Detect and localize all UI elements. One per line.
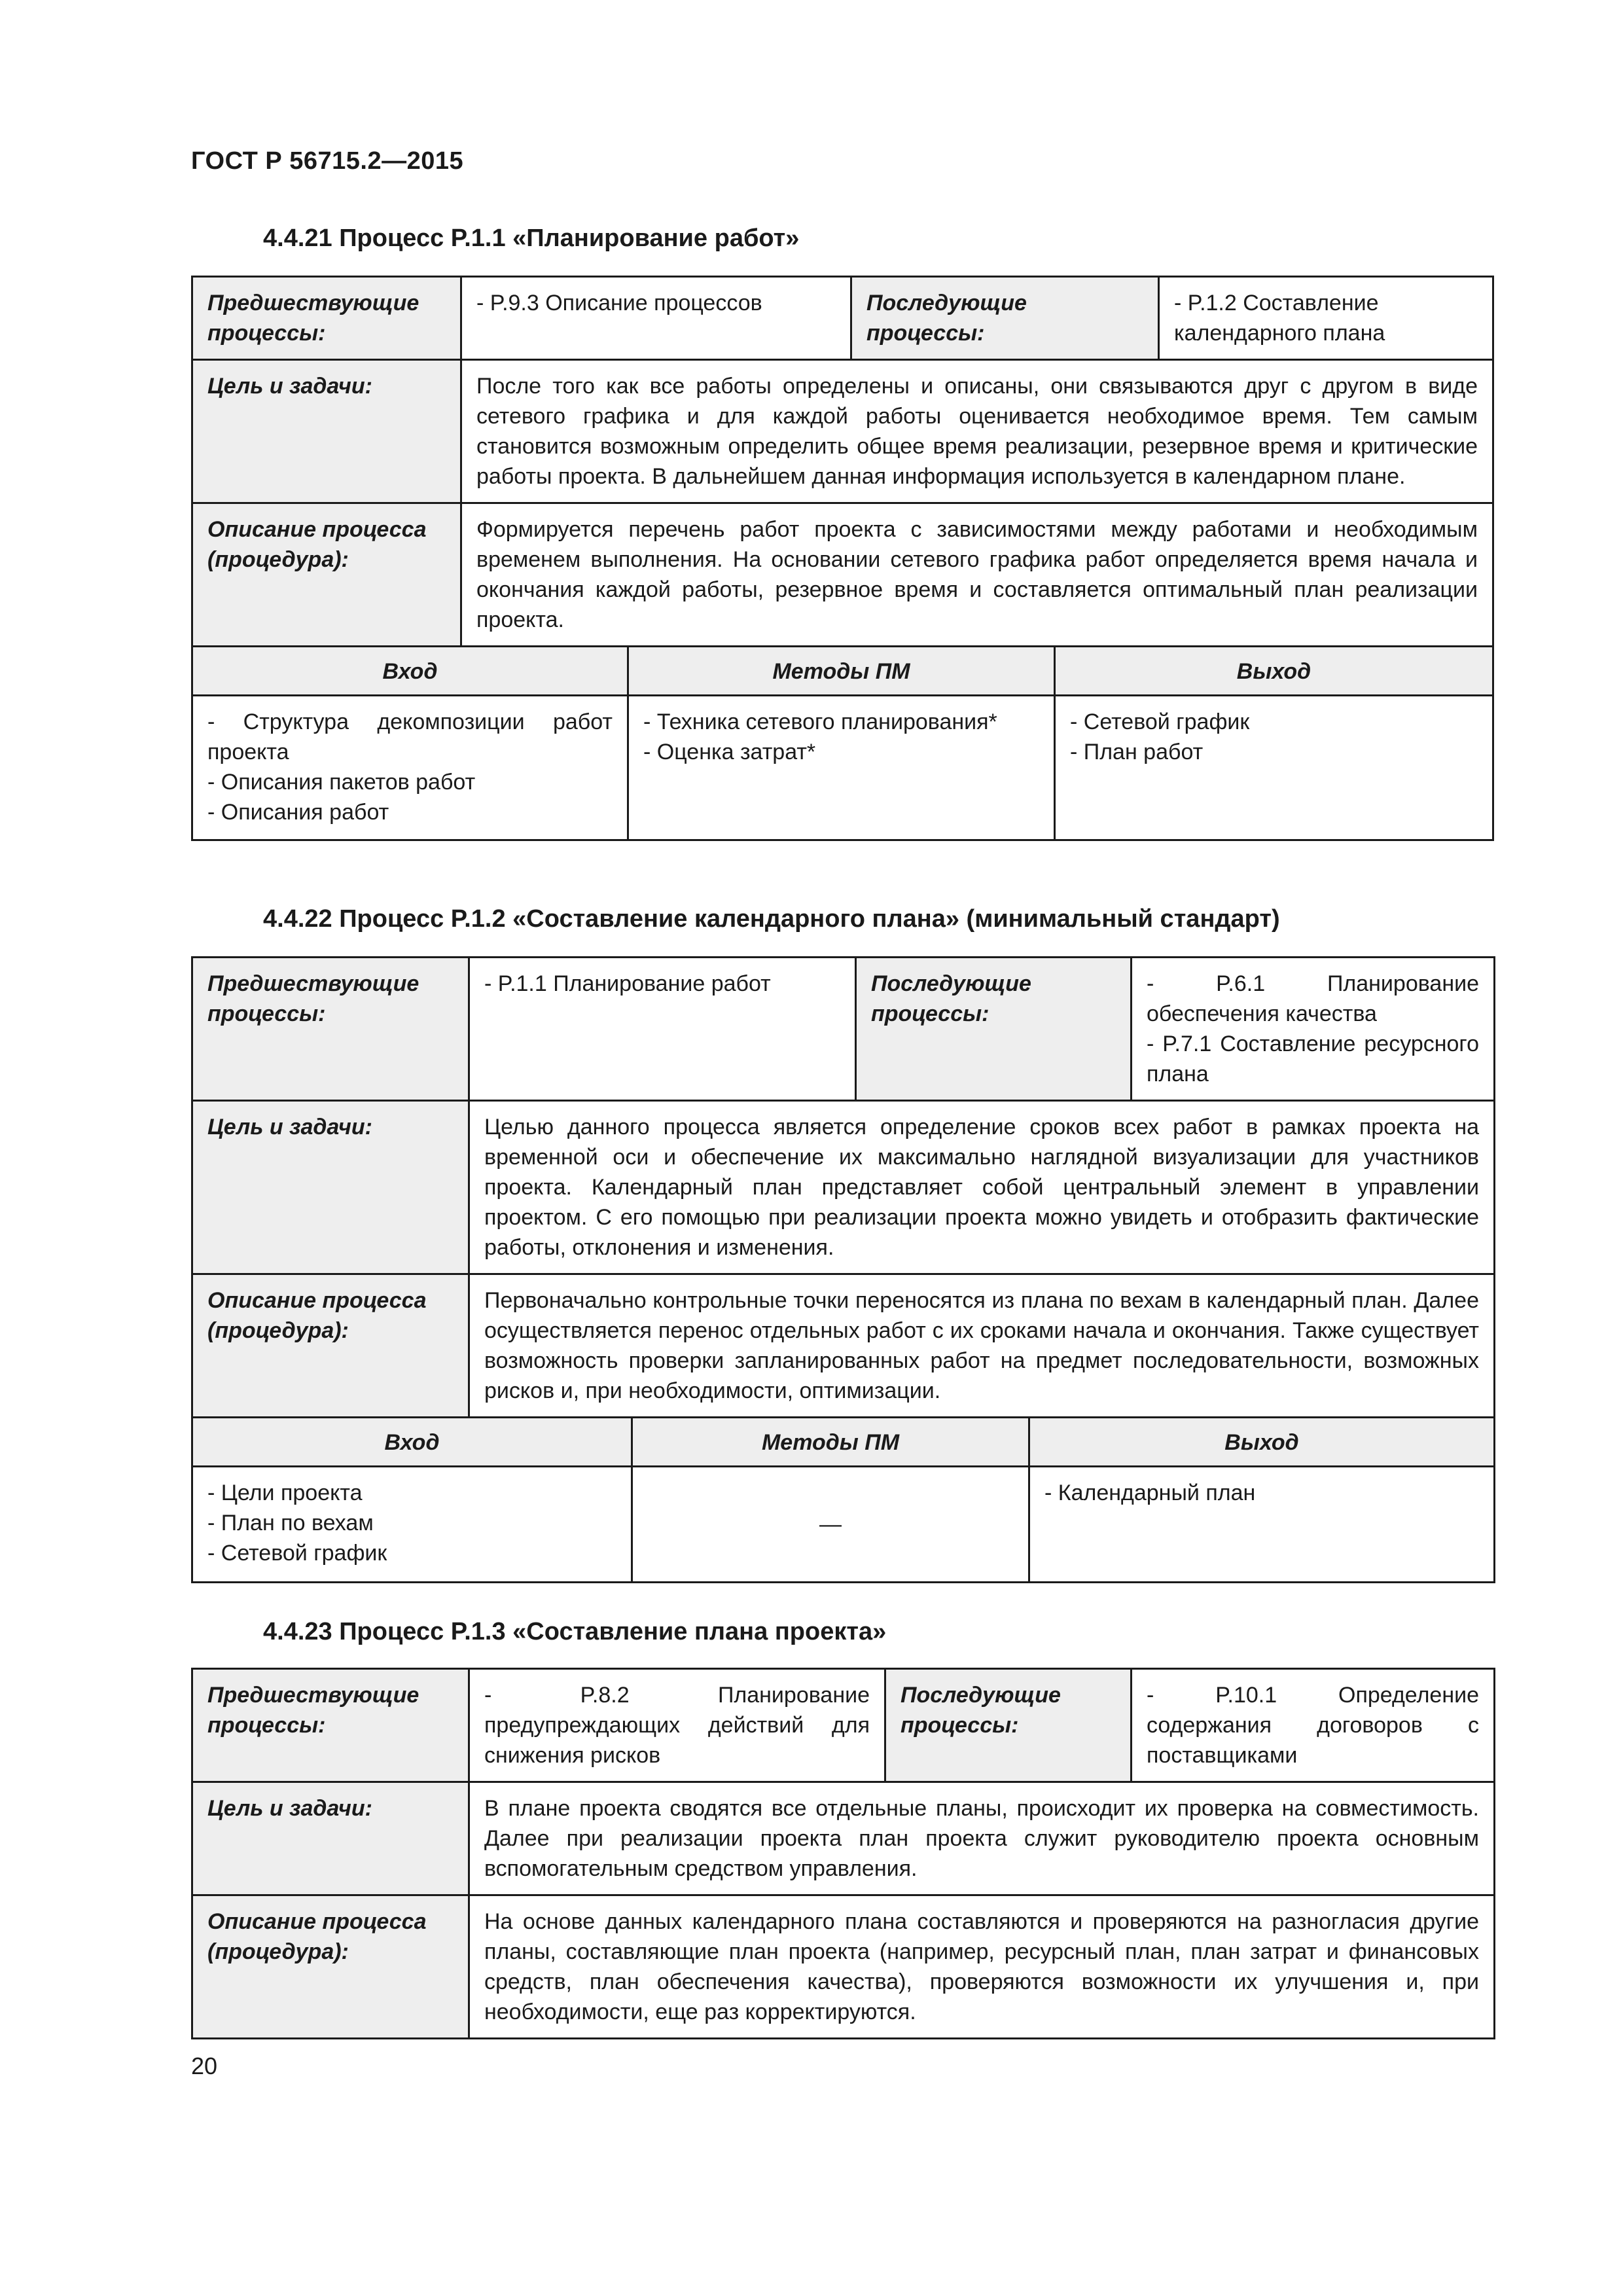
io-table (191, 645, 1494, 841)
process-card-top (191, 1668, 1495, 2039)
methods-cell (628, 696, 1055, 840)
output-header: Выход (1055, 647, 1493, 696)
table-row (192, 647, 1493, 696)
predecessors-value: - P.9.3 Описание процессов (461, 277, 851, 360)
input-item: - Описания пакетов работ (207, 770, 476, 795)
methods-header: Методы ПМ (632, 1418, 1029, 1467)
input-item: - План по вехам (207, 1511, 374, 1535)
table-row (192, 696, 1493, 840)
table-row (192, 1782, 1495, 1895)
predecessors-value: - P.1.1 Планирование работ (469, 958, 856, 1101)
goal-text: В плане проекта сводятся все отдельные планы, происходит их проверка на совместимость. Далее при реализации проекта план проекта служит руководителю проекта основным вспомогательным средством управления. (469, 1782, 1495, 1895)
description-label: Описание процесса (процедура): (192, 1895, 469, 2039)
successor-item: - P.6.1 Планирование обеспечения качества (1147, 971, 1479, 1026)
process-card-top (191, 956, 1495, 1418)
successor-item: - P.7.1 Составление ресурсного плана (1147, 1031, 1479, 1086)
document-code-header: ГОСТ Р 56715.2—2015 (191, 147, 464, 175)
process-card-top (191, 276, 1494, 647)
page-number: 20 (191, 2053, 218, 2079)
table-row (192, 1895, 1495, 2039)
description-text: Первоначально контрольные точки переносятся из плана по вехам в календарный план. Далее осуществляется перенос отдельных работ с их сроками начала и окончания. Также существует возможность проверки запланированных работ на предмет последовательности, возможных рисков и, при необходимости, оптимизации. (469, 1274, 1495, 1418)
input-item: - Описания работ (207, 800, 389, 825)
output-item: - План работ (1070, 740, 1204, 764)
output-item: - Сетевой график (1070, 709, 1250, 734)
table-row (192, 958, 1495, 1101)
predecessors-label: Предшествующие процессы: (192, 1669, 469, 1782)
description-label: Описание процесса (процедура): (192, 503, 461, 647)
table-row (192, 503, 1493, 647)
input-item: - Цели проекта (207, 1480, 363, 1505)
description-text: На основе данных календарного плана составляются и проверяются на разногласия другие планы, составляющие план проекта (например, ресурсный план, план затрат и финансовых средств, план обеспечения качества), проверяются возможности их улучшения и, при необходимости, еще раз корректируются. (469, 1895, 1495, 2039)
table-row (192, 1274, 1495, 1418)
input-header: Вход (192, 647, 628, 696)
goal-text: После того как все работы определены и описаны, они связываются друг с другом в виде сетевого графика и для каждой работы оценивается необходимое время. Тем самым становится возможным определить общее время реализации, резервное время и критические работы проекта. В дальнейшем данная информация используется в календарном плане. (461, 360, 1493, 503)
goal-label: Цель и задачи: (192, 360, 461, 503)
input-header: Вход (192, 1418, 632, 1467)
output-item: - Календарный план (1044, 1480, 1256, 1505)
successors-value: - P.10.1 Определение содержания договоров с поставщиками (1132, 1669, 1495, 1782)
inputs-cell (192, 696, 628, 840)
table-row (192, 360, 1493, 503)
method-item: - Техника сетевого планирования* (643, 709, 997, 734)
output-header: Выход (1029, 1418, 1495, 1467)
input-item: - Структура декомпозиции работ проекта (207, 709, 613, 764)
description-text: Формируется перечень работ проекта с зависимостями между работами и необходимым временем выполнения. На основании сетевого графика работ определяется время начала и окончания каждой работы, резервное время и составляется оптимальный план реализации проекта. (461, 503, 1493, 647)
predecessors-label: Предшествующие процессы: (192, 958, 469, 1101)
goal-label: Цель и задачи: (192, 1101, 469, 1274)
goal-label: Цель и задачи: (192, 1782, 469, 1895)
table-row (192, 1467, 1495, 1583)
successors-value: - P.1.2 Составление календарного плана (1159, 277, 1493, 360)
input-item: - Сетевой график (207, 1541, 387, 1566)
successors-value (1132, 958, 1495, 1101)
description-label: Описание процесса (процедура): (192, 1274, 469, 1418)
predecessors-value: - P.8.2 Планирование предупреждающих действий для снижения рисков (469, 1669, 885, 1782)
outputs-cell (1055, 696, 1493, 840)
io-table (191, 1416, 1495, 1583)
inputs-cell (192, 1467, 632, 1583)
methods-cell: — (632, 1467, 1029, 1583)
successors-label: Последующие процессы: (856, 958, 1132, 1101)
table-row (192, 1669, 1495, 1782)
process-table-p-1-3 (191, 1668, 1493, 2039)
table-row (192, 1418, 1495, 1467)
process-table-p-1-1 (191, 276, 1492, 841)
process-table-p-1-2 (191, 956, 1493, 1583)
predecessors-label: Предшествующие процессы: (192, 277, 461, 360)
section-title-4-4-23: 4.4.23 Процесс P.1.3 «Составление плана проекта» (263, 1618, 887, 1645)
section-title-4-4-22: 4.4.22 Процесс P.1.2 «Составление календарного плана» (минимальный стандарт) (263, 905, 1280, 933)
section-title-4-4-21: 4.4.21 Процесс P.1.1 «Планирование работ» (263, 224, 800, 252)
successors-label: Последующие процессы: (851, 277, 1159, 360)
table-row (192, 277, 1493, 360)
successors-label: Последующие процессы: (885, 1669, 1132, 1782)
table-row (192, 1101, 1495, 1274)
method-item: - Оценка затрат* (643, 740, 816, 764)
goal-text: Целью данного процесса является определение сроков всех работ в рамках проекта на временной оси и обеспечение их максимально наглядной визуализации для участников проекта. Календарный план представляет собой центральный элемент в управлении проектом. С его помощью при реализации проекта можно увидеть и отобразить фактические работы, отклонения и изменения. (469, 1101, 1495, 1274)
outputs-cell (1029, 1467, 1495, 1583)
methods-header: Методы ПМ (628, 647, 1055, 696)
